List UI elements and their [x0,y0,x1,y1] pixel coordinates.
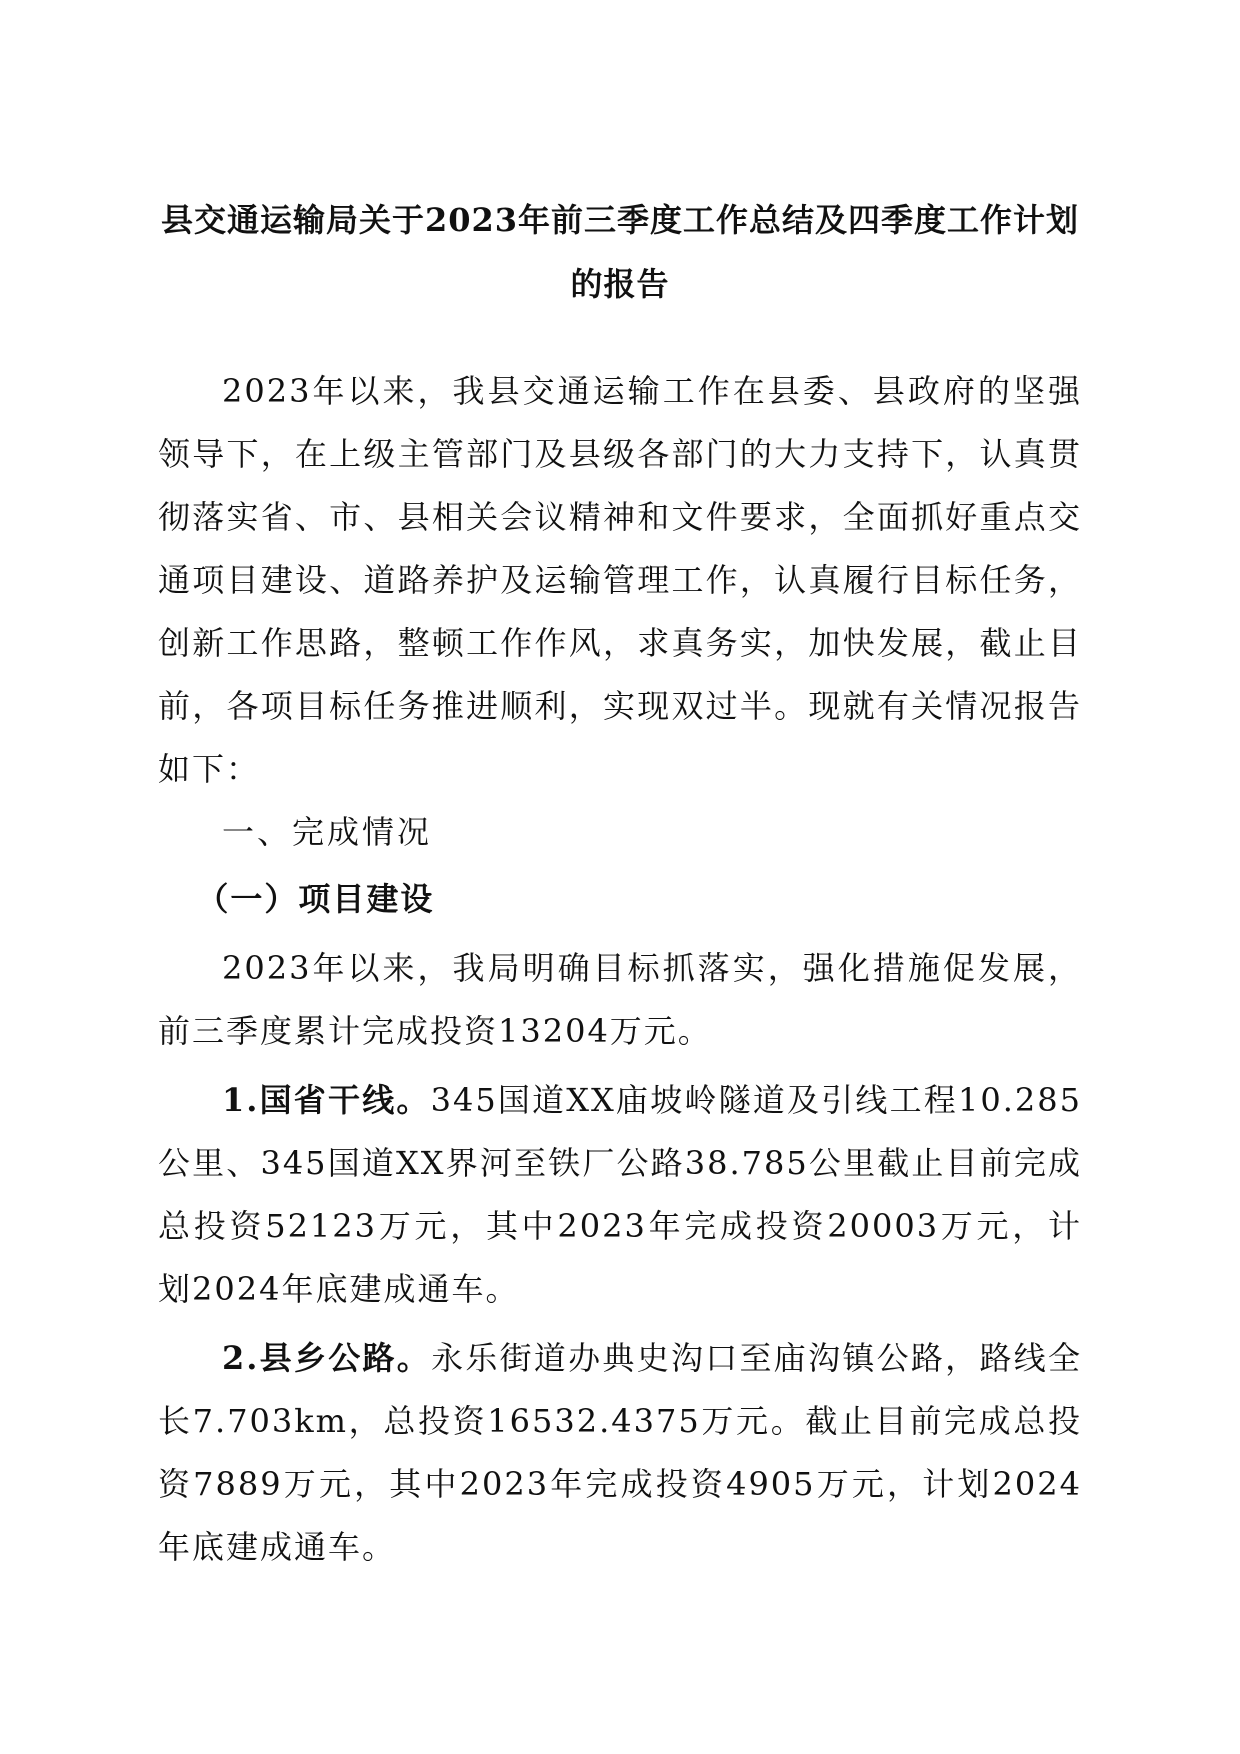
item-text: 永乐街道办典史沟口至庙沟镇公路，路线全长7.703km，总投资16532.4375万元。截止目前完成总投资7889万元，其中2023年完成投资4905万元，计划2024年底建成通车。 [158,1339,1082,1566]
item-national-provincial-trunk [158,1069,1082,1321]
section-heading-completion: 一、完成情况 [222,813,433,851]
document-body [158,360,1082,1579]
item-title: 1.国省干线。 [222,1081,431,1119]
subsection-heading-project-construction: （一）项目建设 [196,880,435,918]
subsection-paragraph: 2023年以来，我局明确目标抓落实，强化措施促发展，前三季度累计完成投资13204万元。 [158,949,1082,1050]
intro-paragraph: 2023年以来，我县交通运输工作在县委、县政府的坚强领导下，在上级主管部门及县级各部门的大力支持下，认真贯彻落实省、市、县相关会议精神和文件要求，全面抓好重点交通项目建设、道路养护及运输管理工作，认真履行目标任务，创新工作思路，整顿工作作风，求真务实，加快发展，截止目前，各项目标任务推进顺利，实现双过半。现就有关情况报告如下： [158,372,1082,788]
item-text: 345国道XX庙坡岭隧道及引线工程10.285公里、345国道XX界河至铁厂公路38.785公里截止目前完成总投资52123万元，其中2023年完成投资20003万元，计划2024年底建成通车。 [158,1081,1082,1308]
item-title: 2.县乡公路。 [222,1339,432,1377]
document-title: 县交通运输局关于2023年前三季度工作总结及四季度工作计划的报告 [160,201,1080,303]
item-county-township-roads [158,1327,1082,1579]
